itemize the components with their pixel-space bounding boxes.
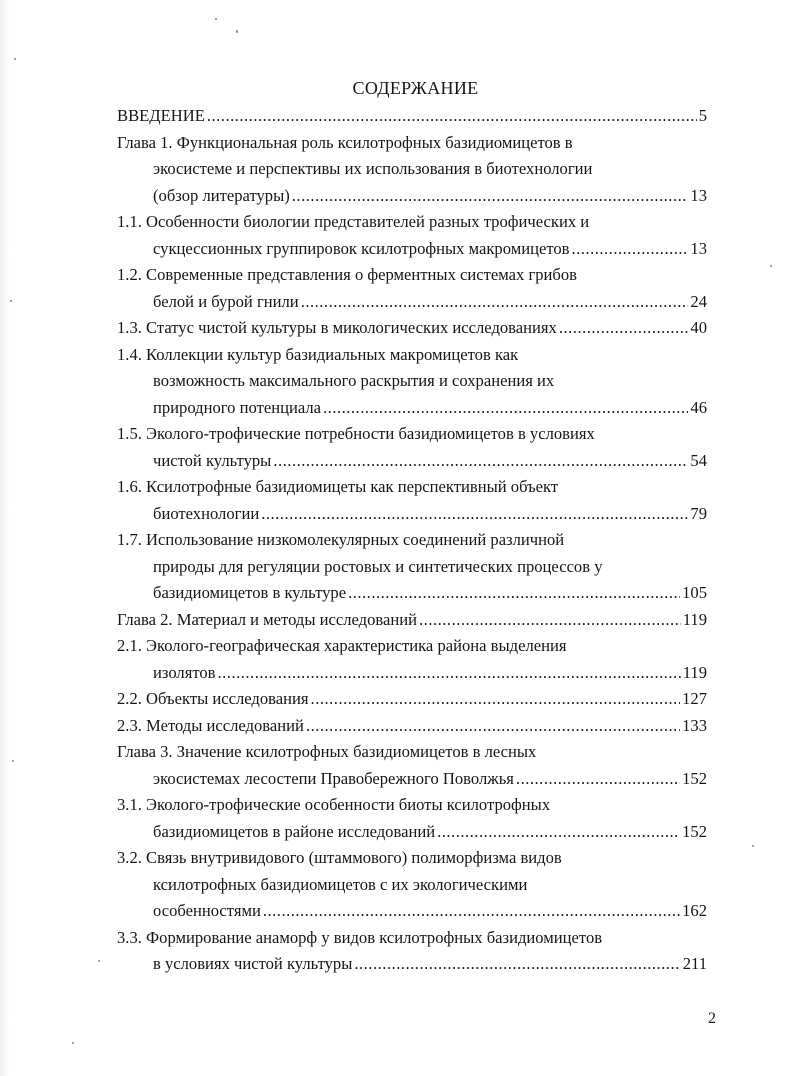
toc-entry-page: 105	[682, 583, 707, 602]
toc-entry-text: 1.1. Особенности биологии представителей разных трофических и	[117, 212, 590, 231]
toc-entry-text: 1.5. Эколого-трофические потребности базидиомицетов в условиях	[117, 424, 595, 443]
toc-entry	[117, 686, 707, 713]
dot-leader	[261, 501, 688, 528]
scan-speck	[72, 1042, 74, 1044]
toc-entry-text: экосистемах лесостепи Правобережного Поволжья	[153, 768, 514, 788]
dot-leader	[354, 951, 680, 978]
dot-leader	[348, 580, 680, 607]
toc-entry-text: экосистеме и перспективы их использования в биотехнологии	[153, 159, 593, 178]
scan-speck	[215, 18, 217, 20]
toc-entry-page: 40	[690, 318, 707, 337]
toc-entry-text: сукцессионных группировок ксилотрофных макромицетов	[153, 238, 570, 258]
toc-entry-text: базидиомицетов в культуре	[153, 583, 347, 602]
toc-entry-text: ВВЕДЕНИЕ	[117, 106, 205, 125]
dot-leader	[571, 236, 688, 263]
dot-leader	[273, 448, 688, 475]
toc-entry	[117, 607, 707, 634]
toc-entry	[117, 209, 707, 262]
toc-entry	[117, 421, 707, 474]
toc-entry-text: биотехнологии	[153, 503, 260, 523]
toc-entry	[117, 474, 707, 527]
scan-edge-shadow	[0, 0, 10, 1076]
toc-entry-page: 54	[690, 450, 707, 470]
toc-entry-text: 2.3. Методы исследований	[117, 715, 304, 735]
toc-entry-text: чистой культуры	[153, 450, 272, 470]
toc-entry-text: 3.3. Формирование анаморф у видов ксилотрофных базидиомицетов	[117, 927, 603, 947]
toc-entry-text: природы для регуляции ростовых и синтетических процессов у	[153, 556, 603, 576]
toc-entry-text: изолятов	[153, 662, 216, 682]
dot-leader	[306, 713, 680, 740]
scan-speck	[770, 265, 772, 267]
dot-leader	[419, 607, 681, 634]
toc-entry	[117, 792, 707, 845]
toc-entry-text: 1.6. Ксилотрофные базидиомицеты как перспективный объект	[117, 477, 559, 496]
dot-leader	[301, 289, 689, 316]
toc-entry-text: Глава 3. Значение ксилотрофных базидиомицетов в лесных	[117, 742, 537, 761]
toc-entry-page: 119	[682, 662, 707, 682]
toc-entry-text: 1.4. Коллекции культур базидиальных макромицетов как	[117, 344, 519, 364]
toc-entry-text: базидиомицетов в районе исследований	[153, 821, 436, 841]
toc-entry	[117, 262, 707, 315]
dot-leader	[311, 686, 681, 713]
toc-entry-page: 152	[682, 821, 707, 841]
toc-entry-page: 13	[690, 185, 707, 205]
toc-entry	[117, 925, 707, 978]
toc-entry-text: 2.2. Объекты исследования	[117, 689, 309, 708]
toc-title: СОДЕРЖАНИЕ	[352, 78, 479, 98]
toc-entry	[117, 130, 707, 210]
scan-speck	[752, 845, 754, 847]
toc-entry-text: 1.7. Использование низкомолекулярных соединений различной	[117, 530, 565, 549]
dot-leader	[516, 766, 680, 793]
toc-entry	[117, 342, 707, 422]
toc-entry-text: (обзор литературы)	[153, 185, 290, 205]
dot-leader	[559, 315, 689, 342]
scan-speck	[10, 300, 12, 302]
toc-entry-text: Глава 1. Функциональная роль ксилотрофных базидиомицетов в	[117, 132, 573, 152]
toc-entry-text: особенностями	[153, 901, 261, 920]
dot-leader	[292, 183, 689, 210]
dot-leader	[207, 103, 697, 130]
scan-speck	[14, 58, 16, 60]
toc-entry-page: 133	[682, 715, 707, 735]
toc-entry-page: 5	[698, 106, 707, 125]
toc-entry-text: природного потенциала	[153, 397, 322, 417]
dot-leader	[437, 819, 680, 846]
toc-entry-text: 3.1. Эколого-трофические особенности биоты ксилотрофных	[117, 795, 551, 814]
toc-entry-page: 79	[690, 503, 707, 523]
page-number: 2	[708, 1010, 716, 1027]
toc-entry-page: 162	[682, 901, 707, 920]
toc-entry-text: белой и бурой гнили	[153, 291, 299, 311]
toc-entry	[117, 315, 707, 342]
toc-entry-page: 46	[690, 397, 707, 417]
toc-entry	[117, 739, 707, 792]
toc-entry-page: 119	[682, 609, 707, 629]
toc-entry-text: 1.3. Статус чистой культуры в микологических исследованиях	[117, 318, 557, 337]
toc-entry-text: 1.2. Современные представления о ферментных системах грибов	[117, 265, 578, 284]
toc-entry	[117, 103, 707, 130]
toc-entry-page: 13	[690, 238, 707, 258]
toc-entry-page: 24	[690, 291, 707, 311]
toc-entry-text: в условиях чистой культуры	[153, 954, 353, 973]
scan-speck	[12, 760, 14, 762]
scan-speck	[98, 960, 100, 962]
toc-entry	[117, 713, 707, 740]
toc-entry-text: 2.1. Эколого-географическая характеристика района выделения	[117, 636, 567, 655]
toc-entry	[117, 633, 707, 686]
toc-entry-page: 152	[682, 768, 707, 788]
scan-speck	[236, 30, 238, 33]
toc-entry	[117, 845, 707, 925]
toc-entry-page: 127	[682, 689, 707, 708]
toc-entry-text: 3.2. Связь внутривидового (штаммового) полиморфизма видов	[117, 848, 562, 867]
toc-entry-page: 211	[682, 954, 707, 973]
toc-entry-text: ксилотрофных базидиомицетов с их экологическими	[153, 874, 528, 894]
toc-entry-text: возможность максимального раскрытия и сохранения их	[153, 371, 555, 390]
dot-leader	[323, 395, 688, 422]
toc-entry	[117, 527, 707, 607]
dot-leader	[263, 898, 680, 925]
toc-entry-text: Глава 2. Материал и методы исследований	[117, 609, 418, 629]
table-of-contents	[117, 103, 707, 978]
dot-leader	[218, 660, 681, 687]
